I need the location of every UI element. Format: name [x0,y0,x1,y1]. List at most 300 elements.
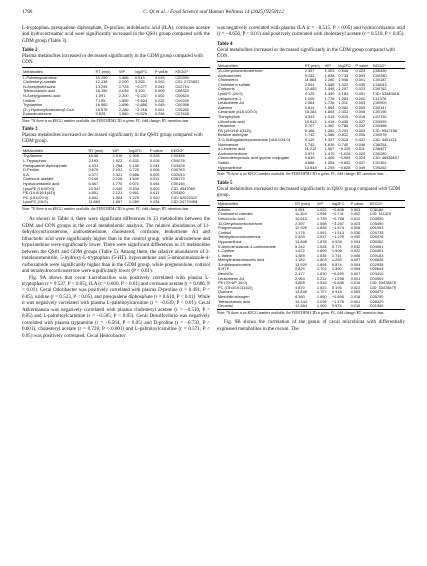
table-cell: NeuNGc [218,271,233,277]
column-header: KEGG* [372,62,386,68]
table-cell: 11-Dehydrocorticosterone [218,68,263,74]
table-cell: 0.020 [355,150,366,156]
table-cell: 1.551 [316,229,327,235]
table-cell: 4.870 [295,284,305,290]
body-paragraph-1: As shown in Table 4, there were significant differences in 23 metabolites between the GDM and CON groups in the cecal metabolomic analysis. The relative abundances of 11-dehydrocorticosterone, androstenedione, cholesterol, cortisone, leukotriene A4 and lithocholic acid were significantly higher than in the control group, while androsterone and hypoxanthine were significantly lower. There were significant differences in 21 metabolites between the QS01 and GDM groups (Table 5). Among them, the relative abundances of 3-indoleacetonitrile, 5-hydroxy-L-tryptophan (5-HT), hypoxanthine and 5-aminoimidazole-4-carboxamide were significantly higher than in the GDM group, while pregnenolone, cortisol and tetrahydrocorticosterone were significantly lower (P < 0.01). [22,216,210,275]
table-cell: 2.964 [295,275,305,281]
table-cell: 1.650 [316,294,327,300]
table-cell: C00299 [175,97,189,103]
table-cell: Tetracosanoic acid [23,88,56,94]
table3-caption [22,127,210,145]
table-cell: 1.390 [331,266,342,272]
table-cell: PE (20:4/P-16:0) [218,280,247,286]
table-cell: 0.023 [350,220,361,226]
table-cell: 0.001 [355,77,366,83]
table-cell: −0.277 [134,83,147,89]
table-cell: C05476 [369,234,384,240]
table-cell: Cholesterol valerate [218,211,253,217]
table-cell: 2.421 [112,171,123,177]
table-cell: 0.029 [355,68,366,74]
table-cell: 1.909 [316,303,327,309]
table-cell: 1.405 [324,155,335,161]
table-cell: Tryptamine [23,153,43,159]
table-cell: N-Acetylputrescine [23,83,56,89]
table-cell: 13.848 [304,164,317,170]
table-cell: Androsterone [218,72,242,78]
table-cell: 0.006 [350,225,361,231]
table-cell: 0.033 [154,74,165,80]
table-cell: 18.56 [88,153,99,159]
column-header: VIP [112,147,119,153]
table-cell: Adenine [218,104,233,110]
table-cell: 1.598 [316,220,327,226]
table-cell: 0.034 [149,199,160,205]
table-cell: LysoPC (20:5) [218,91,243,97]
table-cell: 4.668 [304,159,315,165]
table-row [217,166,405,171]
table-cell: Tetrahydrocorticosterone [218,234,261,240]
table-cell: −0.808 [331,206,344,212]
table-cell: 0.046 [355,141,366,147]
table-cell: Lithocholic acid [218,118,245,124]
table-cell: Ubiquinone-1 [218,95,242,101]
table-cell: 0.666 [129,171,139,177]
table-cell: 0.032 [355,123,366,129]
table-cell: Presqualene diphosphate [23,162,68,168]
table-cell: C05828 [369,257,384,263]
table-cell: Hypoxanthine [218,238,242,244]
table-cell: C02938 [369,261,384,267]
table-cell: 4.855 [295,280,305,286]
table-cell: 0.785 [338,123,349,129]
table-cell: 0.812 [338,132,349,138]
column-header: RT (min) [95,68,111,74]
table-cell: Uridine [23,97,36,103]
table-cell: 0.829 [295,266,305,272]
table-cell: C05490 [372,68,387,74]
column-header: Metabolites [23,147,43,153]
table-cell: 5-HTP [218,266,230,272]
table-cell: Histamine [218,123,236,129]
table-cell: 9.232 [304,72,315,78]
table-cell: Nonivamide [218,141,239,147]
table5-note: Note: *If there is no KEGG number available, the PUBCHEM CID is given. FC, fold change; RT, retention time. [217,310,385,315]
table-cell: 1.742 [304,132,315,138]
table-cell: 6.467 [88,181,99,187]
table-cell: C05790 [369,294,384,300]
table-cell: C05262 [175,106,189,112]
column-header: VIP [316,201,324,207]
table-cell: 2.397 [304,68,315,74]
table4-caption [217,42,405,60]
table-cell: 1.741 [331,252,342,258]
table-cell: 1.906 [331,248,342,254]
table-cell: 1.660 [118,111,129,117]
table-cell: −1.574 [331,225,344,231]
column-header: VIP [324,62,331,68]
table-cell: C00187 [372,77,387,83]
table-cell: 5.242 [295,243,305,249]
column-header: P value [149,147,163,153]
column-header: RT (min) [304,62,320,68]
table-cell: Epiandrosterone [23,111,52,117]
column-header: P value [355,62,369,68]
left-column [22,25,210,339]
table-cell: 3-O-Sulfogalactosylceramide (d18:1/24:0) [218,137,291,142]
table-cell: Ceramide (d18:1/20:0) [218,109,257,115]
table-cell: 0.032 [350,234,361,240]
table-cell: 1.994 [316,211,327,217]
table-cell: Androstenedione [218,150,248,156]
table-cell: −0.699 [331,271,344,277]
table-cell: Cortisone acetate [23,176,54,182]
table-cell: 3.183 [338,91,349,97]
table-cell: 5.166 [304,127,315,133]
table-cell: α-Linolenic acid [218,146,246,152]
table-cell: 4.842 [88,194,99,200]
table-cell: C02714 [175,83,189,89]
table-cell: −3.257 [331,220,344,226]
table-cell: Hypoxanthine [218,164,242,170]
table-cell: 5-Aminoimidazole-4-carboxamide [218,243,276,249]
table-cell: 2.280 [324,77,335,83]
table-cell: LysoPC (15:0) [23,199,48,205]
table-cell: 0.011 [355,146,365,152]
table-cell: 2.397 [295,220,305,226]
table-cell: Cholesterol sulfate [218,81,251,87]
table-cell: 1.182 [295,257,305,263]
table-cell: C00472 [369,289,384,295]
table-cell: Tryptamine [23,102,43,108]
right-closing-paragraph: Fig. 9B shows the correlation of the genus of cecal microbiota with differentially expressed metabolites in the cecum. The [217,319,405,332]
column-header: Metabolites [218,201,238,207]
table-cell: L-Cystine [218,248,235,254]
table-cell: 2.128 [112,176,123,182]
table-cell: 1.904 [112,194,123,200]
table-cell: 1.803 [316,257,327,263]
table-cell: C00624 [175,92,189,98]
table-cell: 7.199 [95,97,106,103]
table-cell: 13.920 [295,261,307,267]
table4-note: Note: *If there is no KEGG number available, the PUBCHEM CID is given. FC, fold change; RT, retention time. [217,172,385,177]
table-cell: 1.613 [316,284,327,290]
table-cell: C07635 [175,111,189,117]
table-cell: 16.150 [95,88,108,94]
table-cell: C01953 [369,225,384,231]
table-cell: 0.002 [154,92,165,98]
table-cell: CID: 46936537 [372,155,400,161]
right-column [217,25,405,332]
table-cell: 0.036 [154,111,165,117]
column-header: KEGG* [175,68,189,74]
table-cell: 1.948 [338,77,349,83]
table-cell: 1.798 [112,162,123,168]
table-cell: 0.651 [295,206,305,212]
table-cell: 1.922 [112,158,123,164]
table-cell: Tetracosanoic acid [218,298,251,304]
table-cell: 0.195 [331,284,342,290]
table-cell: 1.259 [331,257,342,263]
table-cell: C08320 [175,88,189,94]
table-cell: C00262 [372,164,387,170]
column-header: P value [154,68,168,74]
table2-title: Table 2 [22,48,38,54]
page-number: 1786 [22,9,33,15]
table-cell: 1.728 [118,83,129,89]
column-header: log2FC [338,62,351,68]
table-cell: CID: 52922312 [170,194,198,200]
table-cell: Betaine aldehyde [218,132,249,138]
table-cell: −0.852 [338,159,351,165]
table-cell: C00762 [372,86,387,92]
table-cell: 1.365 [324,81,335,87]
table-cell: 0.025 [149,153,160,159]
table-cell: 1.742 [304,141,315,147]
table-cell: −0.237 [134,92,147,98]
table-cell: PE (14:0/16:1(9Z)) [23,190,56,196]
table-cell: 1.672 [295,248,305,254]
table-cell: C05490 [369,220,384,226]
table-cell: 0.001 [154,106,165,112]
table-cell: Arbutin [218,206,231,212]
table-cell: LysoPE (16:0/0:0) [23,185,54,191]
table-cell: 0.041 [154,83,165,89]
table-cell: 0.002 [350,211,361,217]
table-cell: CID: 4451121 [372,137,397,142]
table-cell: N-Acetylglutamic acid [23,92,61,98]
table-cell: C06186 [369,206,384,212]
table-cell: 3.871 [304,150,315,156]
table-cell: 0.661 [129,190,139,196]
table-cell: C00078 [170,158,185,164]
table-cell: 0.707 [304,123,315,129]
table-cell: C03990 [369,215,384,221]
table2-caption [22,48,210,66]
table-cell: 0.974 [331,303,342,309]
column-header: log2FC [331,201,345,207]
table-cell: C03428 [170,162,185,168]
table-cell: Geranial [218,303,233,309]
table-cell: −1.229 [331,234,344,240]
table-cell: −0.888 [134,102,147,108]
table-cell: 0.915 [331,289,342,295]
table-cell: −0.895 [331,294,344,300]
table-cell: C00735 [369,229,384,235]
table-cell: C00262 [369,238,384,244]
table-cell: 1.559 [295,252,305,258]
table4 [217,61,405,171]
table-cell: 0.022 [350,284,361,290]
table-cell: 0.513 [134,74,145,80]
table-cell: −0.529 [134,111,147,117]
table-cell: 0.002 [154,79,165,85]
table-cell: Quinone [218,289,233,295]
table-cell: 0.011 [149,190,160,196]
table-row [217,304,405,309]
table-cell: 0.955 [129,153,139,159]
table-cell: 2.477 [295,271,305,277]
table-cell: 1.727 [316,289,327,295]
table-cell: 0.037 [355,137,366,142]
table-cell: 0.952 [338,104,349,110]
table-cell: C18043 [372,81,387,87]
table-cell: 1.403 [324,68,335,74]
table-cell: 2.916 [112,153,123,159]
table-cell: 0.020 [149,194,160,200]
table-cell: 1.702 [316,266,327,272]
table-cell: 0.041 [149,162,160,168]
table-cell: C00398 [175,102,189,108]
table-cell: 12.929 [295,225,307,231]
table-cell: C00195 [372,109,387,115]
table-cell: 1.390 [324,91,335,97]
table-cell: (3'-) Hydroxydodecanoyl-CoA [23,106,74,112]
table-cell: C00183 [369,252,384,258]
table-cell: 1.863 [324,109,335,115]
table-cell: CID: 2723897 [175,79,200,85]
table-cell: 0.003 [355,100,366,106]
table-cell: 0.005 [154,88,165,94]
table-cell: C02043 [170,171,185,177]
table-cell: 0.002 [149,171,160,177]
table-cell: C00280 [372,150,387,156]
table-cell: C03990 [372,118,387,124]
table-cell: 1.610 [316,271,327,277]
table-cell: 1.609 [316,248,327,254]
table4-title: Table 4 [217,41,233,47]
column-header: Metabolites [218,62,238,68]
table-cell: 0.720 [129,167,139,173]
table3 [22,146,210,206]
table-cell: 1.666 [118,74,129,80]
table-cell: 10.347 [88,185,101,191]
table-cell: ILA [23,171,29,177]
table-cell: 1.739 [316,215,327,221]
table-cell: 1.063 [338,95,349,101]
table-cell: 4.125 [304,91,315,97]
table-cell: Hydrocortisamic acid [23,181,60,187]
table-cell: 14.144 [295,298,307,304]
table-cell: 0.006 [350,252,361,258]
table-cell: 0.026 [149,158,160,164]
table-cell: 1.297 [338,86,349,92]
table-cell: 10.290 [95,74,108,80]
table-cell: C00909 [369,275,384,281]
table-cell: 4.377 [88,171,99,177]
table-cell: −0.846 [331,280,344,286]
table-cell: 0.839 [295,234,305,240]
table-cell: C00491 [369,248,384,254]
table-cell: 0.914 [304,104,315,110]
table-cell: 2.200 [118,92,129,98]
table-cell: 11.863 [88,199,101,205]
table-cell: C00350 [170,190,185,196]
table-cell: L-Valine [218,252,232,258]
table-cell: 2.193 [88,158,99,164]
table-cell: 1.534 [316,243,327,249]
table-cell: 1.418 [324,118,335,124]
table-cell: 0.515 [338,137,349,142]
table-cell: C08173 [170,176,185,182]
table-cell: 1.022 [316,206,327,212]
table-cell: 2.039 [316,298,327,304]
table-cell: 19.578 [95,106,108,112]
table-cell: L-Palmitoylcarnitine [23,74,57,80]
table-cell: CID: 9547069 [170,185,195,191]
table-cell: 11.884 [304,77,317,83]
table-cell: 0.815 [338,114,349,120]
table-cell: 0.432 [129,158,139,164]
table-cell: 0.029 [355,155,366,161]
table-cell: 0.070 [129,181,139,187]
table-row [22,200,210,205]
table-cell: Cholesteryl acetate [23,79,57,85]
table-cell: 0.771 [331,243,342,249]
table5-caption [217,181,405,199]
table-cell: C11378 [372,95,387,101]
table-cell: 1.176 [295,229,305,235]
table-cell: 0.001 [350,275,361,281]
table-cell: C00147 [372,104,387,110]
column-header: KEGG* [369,201,383,207]
table-cell: 13.849 [295,289,307,295]
table-cell: 0.434 [129,185,139,191]
table-cell: 0.022 [350,248,361,254]
table-cell: 1.470 [324,150,335,156]
table-cell: 2.901 [304,81,315,87]
table-cell: CID: 53478879 [369,284,396,290]
table-cell: CID: 24779458 [170,199,198,205]
table-cell: −1.476 [331,298,344,304]
table-cell: PA (16:0/18:1(11Z)) [218,127,252,133]
table-cell: Methylimidazoleacetic acid [218,257,265,263]
table-cell: −2.218 [134,106,147,112]
table-cell: 0.032 [154,97,165,103]
table-cell: 0.003 [355,127,366,133]
table-cell: 0.289 [129,199,139,205]
column-header: log2FC [134,68,148,74]
intro-paragraph: L-tryptophan, presqualene diphosphate, D-proline, indolelactic acid (ILA), cortisone acetate and hydrocortisamic acid were significantly increased in the QS01 group compared with the GDM group (Table 3). [22,25,210,44]
table-cell: −0.225 [338,146,351,152]
table-cell: −1.513 [331,229,344,235]
table-cell: CID: 111329 [369,211,392,217]
table-cell: 2.191 [112,167,123,173]
column-header: RT (min) [88,147,104,153]
table-cell: 1.295 [324,164,335,170]
table-cell: C00909 [372,100,387,106]
table-cell: Salicin [218,159,230,165]
table-cell: 4.651 [88,190,99,196]
table-cell: 1.516 [324,114,335,120]
table-cell: C08320 [369,298,384,304]
table-cell: 16.281 [304,109,317,115]
table-cell: C00146 [170,181,185,187]
table-cell: C01390 [369,303,384,309]
table-cell: 1.838 [324,72,335,78]
table-cell: 0.001 [350,298,361,304]
column-header: RT (min) [295,201,310,207]
table-cell: 0.928 [331,238,342,244]
table-cell: C02990 [175,74,189,80]
table-cell: 0.435 [338,118,349,124]
table-cell: −2.741 [331,211,344,217]
table-cell: −0.634 [134,97,147,103]
table-cell: 1.540 [129,176,139,182]
column-header: Metabolites [23,68,43,74]
table-cell: 3.265 [134,79,145,85]
table-cell: C04051 [369,243,384,249]
table-cell: 1.229 [129,194,139,200]
